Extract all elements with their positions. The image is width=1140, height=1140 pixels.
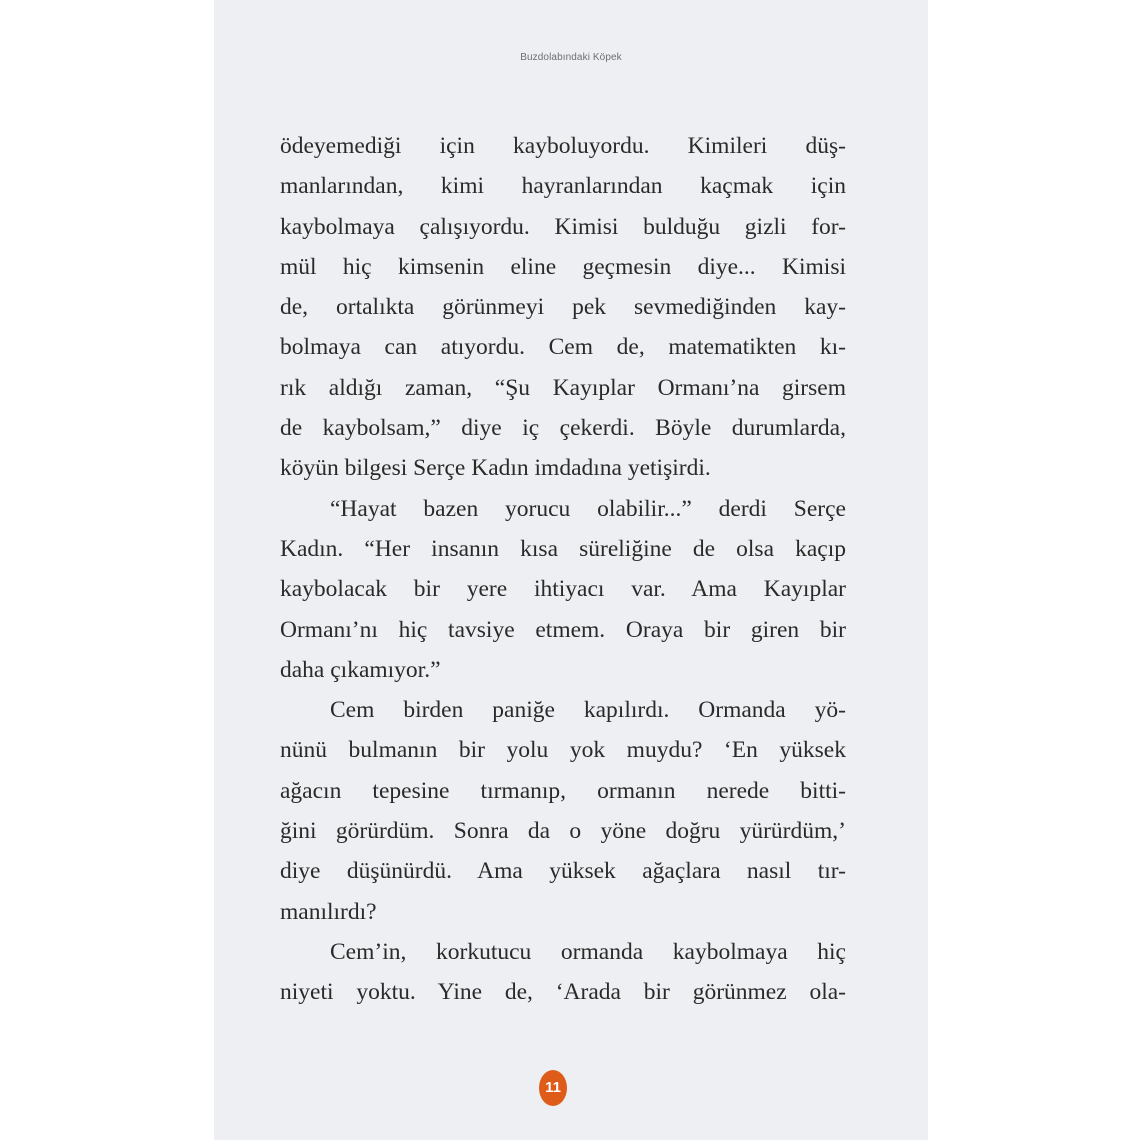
text-line: Cem birden paniğe kapılırdı. Ormanda yö- bbox=[330, 697, 846, 724]
text-line: ğini görürdüm. Sonra da o yöne doğru yürürdüm,’ bbox=[280, 818, 846, 845]
text-line: “Hayat bazen yorucu olabilir...” derdi Serçe bbox=[330, 495, 846, 522]
text-line: Ormanı’nı hiç tavsiye etmem. Oraya bir giren bir bbox=[280, 616, 846, 643]
page-number-badge: 11 bbox=[539, 1070, 567, 1106]
text-line: manlarından, kimi hayranlarından kaçmak için bbox=[280, 173, 846, 200]
text-line: kaybolacak bir yere ihtiyacı var. Ama Kayıplar bbox=[280, 576, 846, 603]
text-line: niyeti yoktu. Yine de, ‘Arada bir görünmez ola- bbox=[280, 979, 846, 1006]
text-line: Cem’in, korkutucu ormanda kaybolmaya hiç bbox=[330, 938, 846, 965]
running-header: Buzdolabındaki Köpek bbox=[520, 52, 622, 63]
text-line: de, ortalıkta görünmeyi pek sevmediğinden kay- bbox=[280, 294, 846, 321]
text-line: rık aldığı zaman, “Şu Kayıplar Ormanı’na girsem bbox=[280, 374, 846, 401]
text-line: ödeyemediği için kayboluyordu. Kimileri düş- bbox=[280, 133, 846, 159]
text-line: Kadın. “Her insanın kısa süreliğine de olsa kaçıp bbox=[280, 535, 846, 562]
body-text bbox=[280, 126, 846, 1013]
text-line: mül hiç kimsenin eline geçmesin diye... Kimisi bbox=[280, 253, 846, 280]
text-line: diye düşünürdü. Ama yüksek ağaçlara nasıl tır- bbox=[280, 858, 846, 885]
book-page bbox=[214, 0, 928, 1140]
text-line: köyün bilgesi Serçe Kadın imdadına yetişirdi. bbox=[280, 455, 711, 482]
text-line: nünü bulmanın bir yolu yok muydu? ‘En yüksek bbox=[280, 737, 846, 764]
text-line: ağacın tepesine tırmanıp, ormanın nerede bitti- bbox=[280, 777, 846, 804]
text-line: bolmaya can atıyordu. Cem de, matematikten kı- bbox=[280, 334, 846, 361]
text-line: kaybolmaya çalışıyordu. Kimisi bulduğu gizli for- bbox=[280, 213, 846, 240]
text-line: de kaybolsam,” diye iç çekerdi. Böyle durumlarda, bbox=[280, 415, 846, 442]
text-line: manılırdı? bbox=[280, 898, 377, 925]
text-line: daha çıkamıyor.” bbox=[280, 656, 441, 683]
